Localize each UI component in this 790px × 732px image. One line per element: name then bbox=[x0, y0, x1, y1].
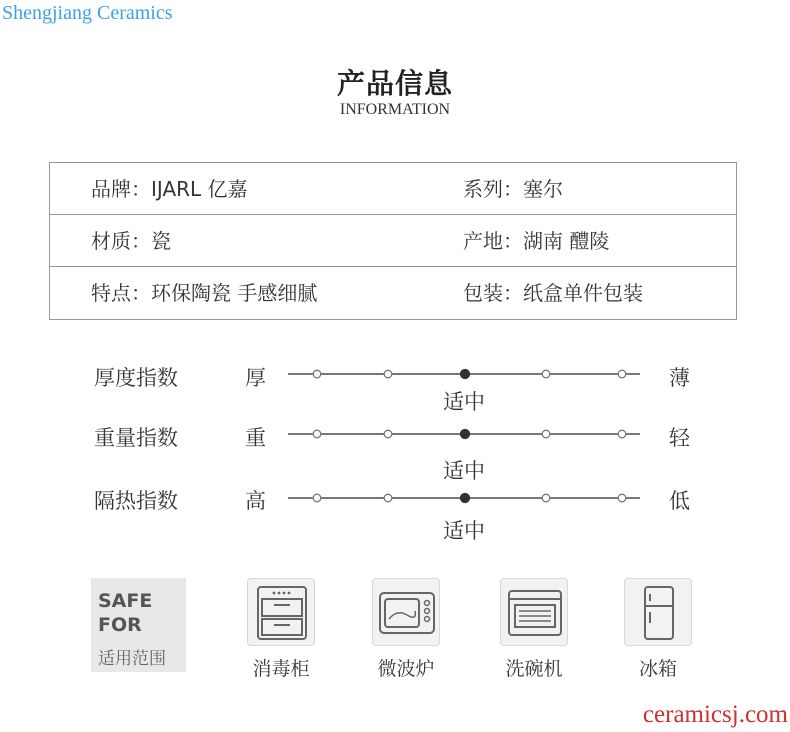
info-row bbox=[50, 267, 736, 319]
info-features: 特点：环保陶瓷 手感细腻 bbox=[91, 281, 318, 305]
index-left-end: 重 bbox=[245, 426, 266, 450]
index-label: 厚度指数 bbox=[94, 366, 178, 390]
scale-point bbox=[618, 370, 626, 378]
appliance-label: 微波炉 bbox=[377, 658, 435, 680]
index-left-end: 厚 bbox=[245, 366, 266, 390]
index-right-end: 低 bbox=[669, 489, 690, 513]
appliance-label: 洗碗机 bbox=[505, 658, 563, 680]
info-brand: 品牌：IJARL 亿嘉 bbox=[91, 177, 248, 201]
scale-point-selected bbox=[461, 430, 470, 439]
scale-point-selected bbox=[461, 494, 470, 503]
scale-point bbox=[542, 494, 550, 502]
info-series: 系列：塞尔 bbox=[463, 177, 563, 201]
scale-point bbox=[384, 370, 392, 378]
index-right-end: 薄 bbox=[669, 366, 690, 390]
watermark-bottom: ceramicsj.com bbox=[642, 701, 788, 728]
index-level-text: 适中 bbox=[443, 390, 485, 414]
page-title: 产品信息 bbox=[336, 67, 453, 100]
index-right-end: 轻 bbox=[669, 426, 690, 450]
scale-point bbox=[313, 494, 321, 502]
index-scale bbox=[284, 424, 644, 444]
index-scale bbox=[284, 364, 644, 384]
info-packaging: 包装：纸盒单件包装 bbox=[463, 281, 643, 305]
index-left-end: 高 bbox=[245, 489, 266, 513]
info-table bbox=[49, 162, 737, 320]
scale-point bbox=[618, 494, 626, 502]
scale-point bbox=[618, 430, 626, 438]
scale-point bbox=[313, 370, 321, 378]
safe-for-badge bbox=[91, 578, 186, 672]
scale-point-selected bbox=[461, 370, 470, 379]
index-scale bbox=[284, 488, 644, 508]
appliance-label: 消毒柜 bbox=[252, 658, 310, 680]
scale-point bbox=[542, 370, 550, 378]
microwave-icon bbox=[372, 578, 440, 646]
index-level-text: 适中 bbox=[443, 519, 485, 543]
page-subtitle: INFORMATION bbox=[339, 101, 451, 118]
scale-point bbox=[313, 430, 321, 438]
safe-for-line2: FOR bbox=[98, 614, 142, 636]
safe-for-line1: SAFE bbox=[98, 590, 153, 612]
info-row bbox=[50, 163, 736, 215]
info-row bbox=[50, 215, 736, 267]
dishwasher-icon bbox=[500, 578, 568, 646]
refrigerator-icon bbox=[624, 578, 692, 646]
appliance-label: 冰箱 bbox=[638, 658, 677, 680]
watermark-top: Shengjiang Ceramics bbox=[2, 2, 173, 24]
info-material: 材质：瓷 bbox=[91, 229, 171, 253]
scale-point bbox=[384, 494, 392, 502]
scale-point bbox=[542, 430, 550, 438]
index-label: 隔热指数 bbox=[94, 489, 178, 513]
disinfection-cabinet-icon bbox=[247, 578, 315, 646]
index-level-text: 适中 bbox=[443, 459, 485, 483]
info-origin: 产地：湖南 醴陵 bbox=[463, 229, 610, 253]
scale-point bbox=[384, 430, 392, 438]
safe-for-subtitle: 适用范围 bbox=[98, 649, 166, 669]
index-label: 重量指数 bbox=[94, 426, 178, 450]
